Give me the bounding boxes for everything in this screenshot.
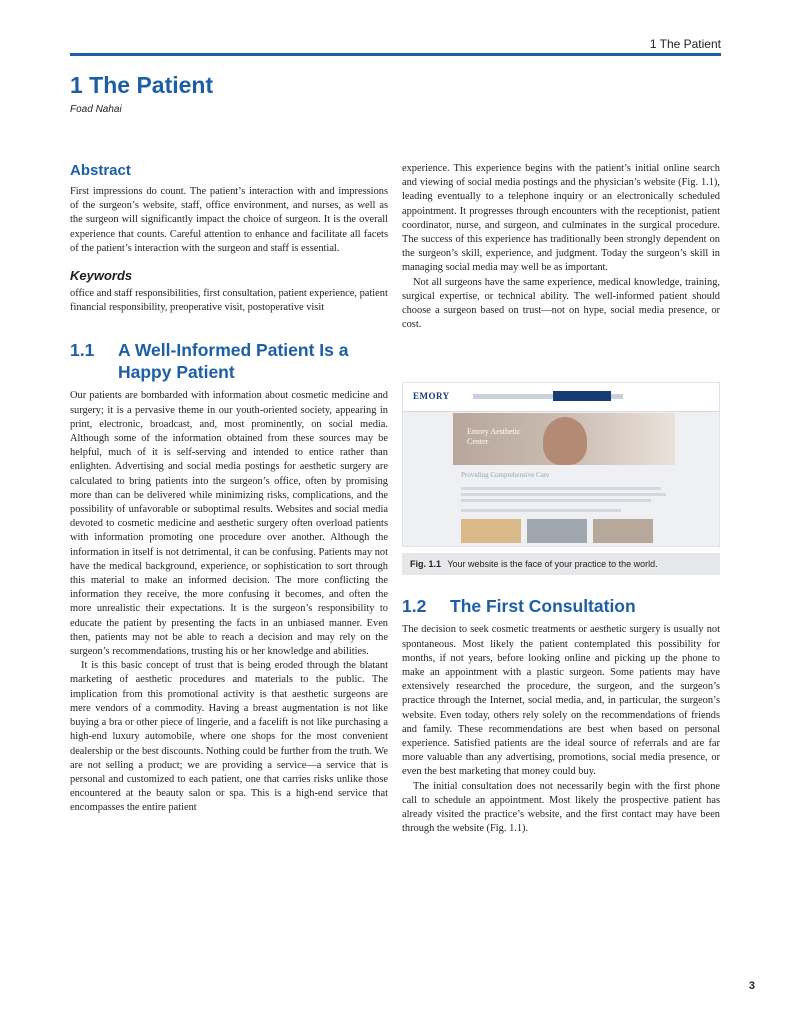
website-thumbnail bbox=[593, 519, 653, 543]
website-thumbnail bbox=[527, 519, 587, 543]
website-text-line bbox=[461, 499, 651, 502]
website-text-line bbox=[461, 487, 661, 490]
section-1-1-paragraph-1: Our patients are bombarded with information about cosmetic medicine and surgery; it is a pervasive theme in our youth-oriented society, appearing in print, electronic, broadcast, and, most prominently, on social media. Although some of the information obtained from these sources may be helpful, much of it is self-serving and intended to entice rather than enlighten. Advertising and social media postings for aesthetic surgery are calculated to bring patients into the surgeon’s office, often by promising more than can be delivered while minimizing risks, complications, and the possibility of unfavorable or suboptimal results. Websites and social media devoted to cosmetic medicine and aesthetic surgery often overload patients with information promoting one procedure over another. Although the information in itself is not detrimental, it can be confusing. Patients may not have the medical background, experience, or sophistication to sort through this material to make an informed decision. The more conflicting the information they receive, the more confusing it becomes, and often the more unrealistic their expectations. It is the surgeon’s responsibility to educate the patient by presenting the facts in an unbiased manner. Even then, patients may not be able to reach a decision and may rely on the surgeon’s recommendations, trusting his or her knowledge and abilities. bbox=[70, 390, 388, 658]
keywords-text: office and staff responsibilities, first consultation, patient experience, patient financial responsibility, preoperative visit, postoperative visit bbox=[70, 288, 388, 314]
website-hero-portrait bbox=[543, 417, 587, 465]
website-nav-button bbox=[553, 391, 611, 401]
website-text-line bbox=[461, 509, 621, 512]
surgeon-trust-paragraph: Not all surgeons have the same experience, medical knowledge, training, surgical expertise, or technical ability. The well-informed patient should choose a surgeon based on trust—not on hype, social media presence, or cost. bbox=[402, 276, 720, 331]
author: Foad Nahai bbox=[70, 104, 122, 115]
continued-paragraph: experience. This experience begins with the patient’s initial online search and viewing of social media postings and the physician’s website (Fig. 1.1), leading eventually to a telephone inquiry or an electronically scheduled appointment. It progresses through encounters with the receptionist, patient coordinator, nurse, and surgeon, and culminates in the surgical procedure. The success of this experience has traditionally been strongly dependent on the surgeon’s skill, experience, and judgment. Today the surgeon’s skill in managing social media may well be as important. bbox=[402, 163, 720, 274]
section-title: The First Consultation bbox=[450, 596, 636, 617]
right-column bbox=[402, 162, 720, 836]
chapter-title: 1 The Patient bbox=[70, 72, 214, 98]
keywords-heading: Keywords bbox=[70, 268, 133, 284]
section-number: 1.1 bbox=[70, 340, 95, 361]
header-rule bbox=[70, 53, 721, 56]
section-number: 1.2 bbox=[402, 596, 427, 617]
page-number: 3 bbox=[748, 980, 755, 992]
website-header-bar bbox=[403, 383, 719, 412]
section-1-2-heading bbox=[402, 595, 720, 617]
hero-text-line-2: Center bbox=[467, 437, 489, 447]
figure-website-screenshot bbox=[402, 382, 720, 547]
running-header: 1 The Patient bbox=[649, 37, 721, 51]
website-text-line bbox=[461, 493, 666, 496]
section-1-2-paragraph-2: The initial consultation does not necessarily begin with the first phone call to schedule an appointment. Most likely the prospective patient has already visited the practice’s website, and the first contact may have been through the website (Fig. 1.1). bbox=[402, 780, 720, 835]
abstract-heading: Abstract bbox=[70, 162, 131, 179]
section-1-2-paragraph-1: The decision to seek cosmetic treatments or aesthetic surgery is usually not spontaneous. Most likely the patient contemplated this possibility for months, if not years, before looking online and picking up the phone to make an appointment with a plastic surgeon. Some patients may have extensively researched the procedure, the surgeon, and the surgeon’s practice through the Internet, social media, and, in particular, the surgeon’s website. Even today, others rely solely on the recommendations of friends and family. These recommendations are best when based on personal experience. Satisfied patients are the ideal source of referrals and are far more valuable than any advertising, promotions, social media presence, or even the best marketing that money could buy. bbox=[402, 624, 720, 778]
abstract-text: First impressions do count. The patient’s interaction with and impressions of the surgeon’s website, staff, office environment, and nurses, as well as the surgeon will significantly impact the choice of surgeon. It is the overall experience that counts. Careful attention to enhance and facilitate all facets of the patient’s interaction with the surgeon and staff is essential. bbox=[70, 186, 388, 254]
left-column bbox=[70, 162, 388, 816]
section-1-1-heading bbox=[70, 339, 388, 383]
section-title: A Well-Informed Patient Is a Happy Patient bbox=[118, 340, 349, 383]
website-thumbnail bbox=[461, 519, 521, 543]
website-subheading: Providing Comprehensive Care bbox=[461, 471, 550, 480]
website-logo: EMORY bbox=[413, 391, 450, 402]
figure-caption bbox=[402, 553, 720, 575]
section-1-1-paragraph-2: It is this basic concept of trust that is being eroded through the blatant marketing of aesthetic procedures and materials to the public. The implication from this promotional activity is that aesthetic surgeons are mere vendors of a commodity. Having a breast augmentation is not like buying a bra or other piece of lingerie, and a facelift is not like purchasing a high-end luxury automobile, where one shops for the most convenient dealership or the best discounts. Nothing could be further from the truth. We are not selling a product; we are providing a service—a service that is personal and customized to each patient, one that carries risks unlike those encountered at the beauty salon or spa. This is a high-end service that encompasses the entire patient bbox=[70, 660, 388, 814]
figure-caption-label: Fig. 1.1 bbox=[410, 559, 442, 570]
figure-caption-text: Your website is the face of your practice to the world. bbox=[447, 559, 658, 570]
hero-text-line-1: Emory Aesthetic bbox=[467, 427, 521, 437]
website-hero-text bbox=[467, 427, 521, 447]
